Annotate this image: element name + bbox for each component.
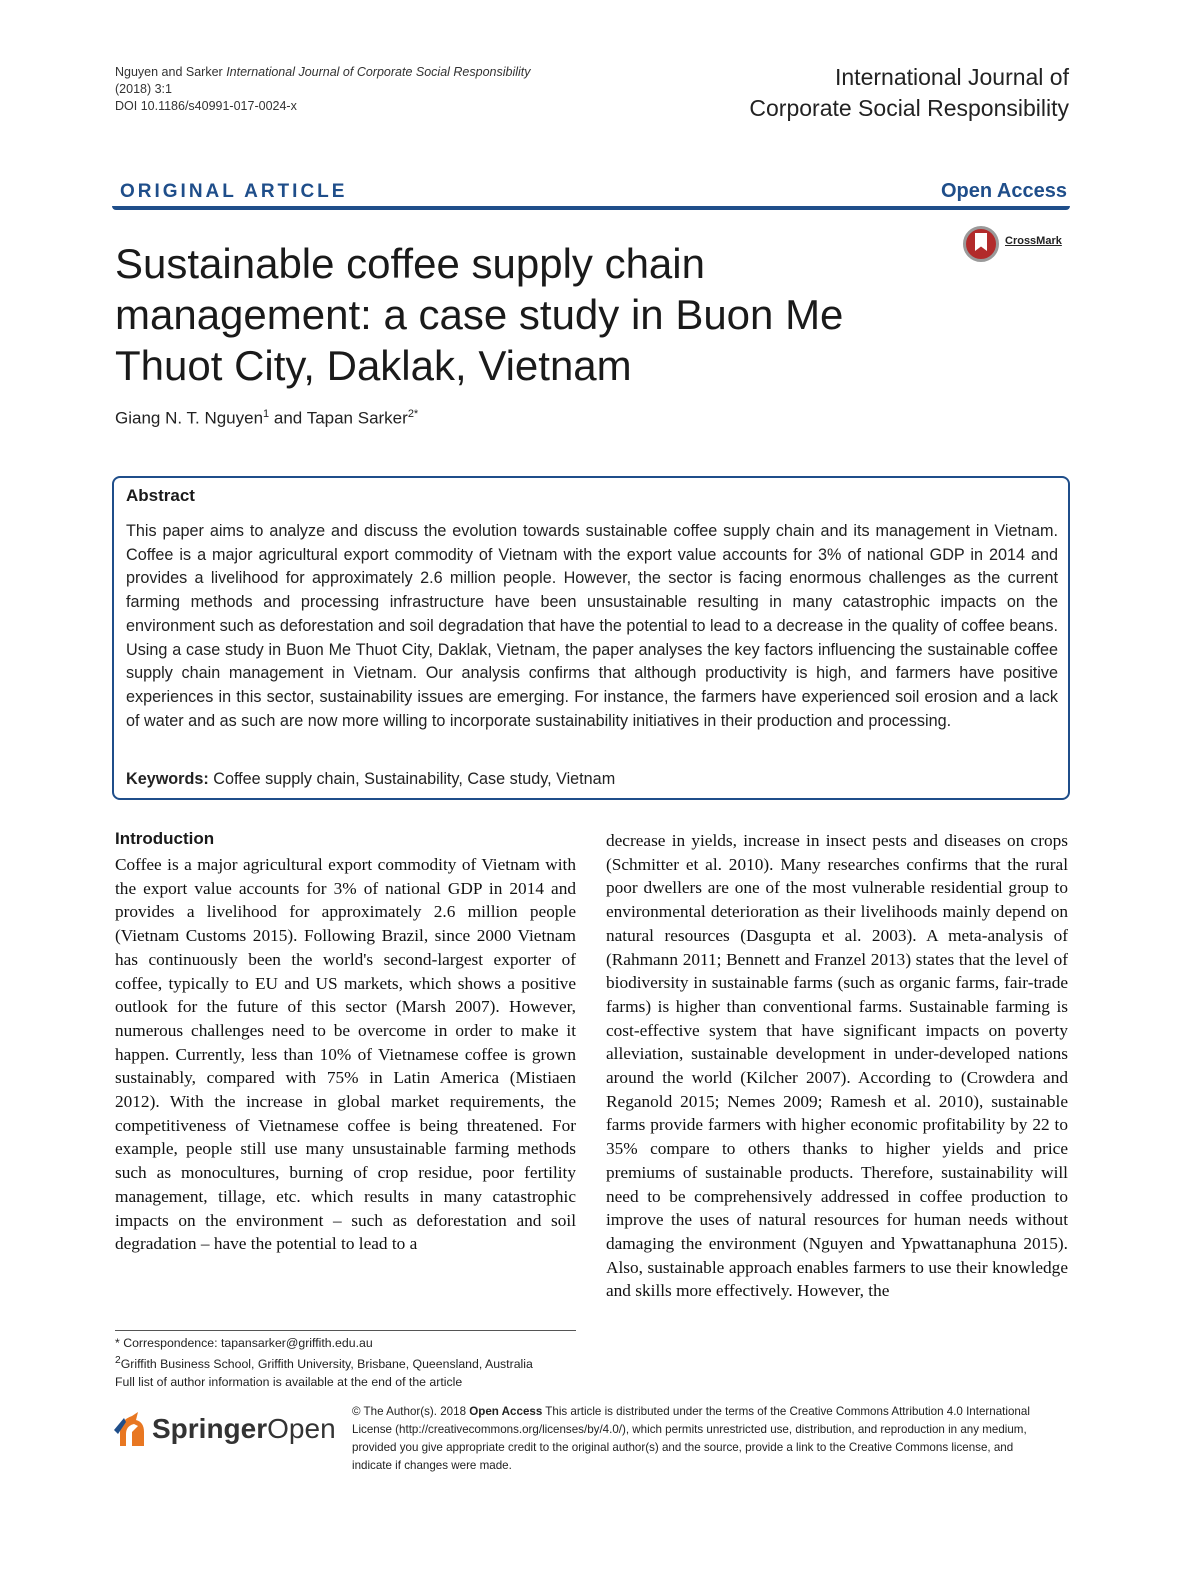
citation-authors: Nguyen and Sarker: [115, 65, 223, 79]
citation-doi[interactable]: DOI 10.1186/s40991-017-0024-x: [115, 99, 297, 113]
affiliation-marker: 2: [115, 1355, 121, 1366]
license-body: This article is distributed under the terms of the Creative Commons Attribution 4.0 International License (http://creativecommons.org/licenses/by/4.0/), which permits unrestricted use, distribution, and reproduction in any medium, provided you give appropriate credit to the original author(s) and the source, provide a link to the Creative Commons license, and indicate if changes were made.: [352, 1405, 1030, 1472]
author-info-note: Full list of author information is available at the end of the article: [115, 1375, 463, 1390]
paper-title: Sustainable coffee supply chain management: a case study in Buon Me Thuot City, Daklak, Vietnam: [115, 240, 844, 389]
springer-wordmark: SpringerOpen: [152, 1413, 336, 1444]
copyright-notice: © The Author(s). 2018: [352, 1405, 467, 1418]
keywords-label: Keywords:: [126, 770, 209, 788]
license-text: [352, 1403, 1042, 1475]
journal-name-line2: Corporate Social Responsibility: [749, 95, 1069, 121]
author-conjunction: and: [269, 408, 307, 428]
keywords: [126, 770, 615, 789]
banner-underline: [112, 206, 1070, 210]
author-list: [115, 408, 418, 429]
springer-horse-icon: [112, 1410, 150, 1450]
article-type-label: ORIGINAL ARTICLE: [120, 181, 348, 202]
abstract-heading: Abstract: [126, 486, 195, 505]
author-affiliation-marker: 1: [263, 408, 270, 420]
footnotes: [115, 1334, 585, 1391]
journal-name: [649, 62, 1069, 124]
open-access-label: Open Access: [941, 180, 1067, 202]
springer-open-logo[interactable]: [112, 1410, 342, 1450]
correspondence-note[interactable]: * Correspondence: tapansarker@griffith.edu.au: [115, 1336, 373, 1350]
author-affiliation-marker: 2*: [407, 408, 419, 420]
footnote-divider: [115, 1330, 576, 1331]
body-column-right: decrease in yields, increase in insect pests and diseases on crops (Schmitter et al. 2010). Many researches confirms that the rural poor dwellers are one of the most vulnerable residential group to environmental deterioration as their livelihoods mainly depend on natural resources (Dasgupta et al. 2003). A meta-analysis of (Rahmann 2011; Bennett and Franzel 2013) states that the level of biodiversity in sustainable farms (such as organic farms, fair-trade farms) is higher than conventional farms. Sustainable farming is cost-effective system that have significant impacts on poverty alleviation, sustainable development in under-developed nations around the world (Kilcher 2007). According to (Crowdera and Reganold 2015; Nemes 2009; Ramesh et al. 2010), sustainable farms provide farmers with higher economic profitability by 22 to 35% compare to others thanks to higher yields and price premiums of sustainable products. Therefore, sustainability will need to be comprehensively addressed in coffee production to improve the uses of natural resources for human needs without damaging the environment (Nguyen and Ypwattanaphuna 2015). Also, sustainable approach enables farmers to use their knowledge and skills more effectively. However, the: [606, 831, 1068, 1301]
abstract-text: This paper aims to analyze and discuss the evolution towards sustainable coffee supply chain and its management in Vietnam. Coffee is a major agricultural export commodity of Vietnam with the export value accounts for 3% of national GDP in 2014 and provides a livelihood for approximately 2.6 million people. However, the sector is facing enormous challenges as the current farming methods and processing infrastructure have been unsustainable resulting in many catastrophic impacts on the environment such as deforestation and soil degradation that have the potential to lead to a decrease in the quality of coffee beans. Using a case study in Buon Me Thuot City, Daklak, Vietnam, the paper analyses the key factors influencing the sustainable coffee supply chain management in Vietnam. Our analysis confirms that although productivity is high, and farmers have positive experiences in this sector, sustainability issues are emerging. For instance, the farmers have experienced soil erosion and a lack of water and as such are now more willing to incorporate sustainability initiatives in their production and processing.: [126, 522, 1059, 730]
section-heading-introduction: Introduction: [115, 829, 215, 848]
author-name[interactable]: Giang N. T. Nguyen: [115, 408, 264, 428]
citation-journal: International Journal of Corporate Social Responsibility: [226, 65, 531, 79]
citation-issue: (2018) 3:1: [115, 82, 172, 96]
author-name[interactable]: Tapan Sarker: [306, 408, 408, 428]
citation-line: [115, 64, 635, 115]
crossmark-button[interactable]: [963, 226, 1075, 266]
affiliation-note: $^2$Griffith Business School, Griffith University, Brisbane, Queensland, Australia: [115, 1355, 533, 1372]
keywords-list: Coffee supply chain, Sustainability, Case study, Vietnam: [208, 770, 616, 788]
body-column-left: Coffee is a major agricultural export commodity of Vietnam with the export value accounts for 3% of national GDP in 2014 and provides a livelihood for approximately 2.6 million people (Vietnam Customs 2015). Following Brazil, since 2000 Vietnam has continuously been the world's second-largest exporter of coffee, typically to EU and US markets, which shows a positive outlook for the future of this sector (Marsh 2007). However, numerous challenges need to be overcome in order to make it happen. Currently, less than 10% of Vietnamese coffee is grown sustainably, compared with 75% in Latin America (Mistiaen 2012). With the increase in global market requirements, the competitiveness of Vietnamese coffee is being threatened. For example, people still use many unsustainable farming methods such as monocultures, burning of crop residue, poor fertility management, tillage, etc. which results in many catastrophic impacts on the environment – such as deforestation and soil degradation – have the potential to lead to a: [115, 855, 576, 1254]
crossmark-label: CrossMark: [1005, 235, 1062, 247]
open-access-notice: Open Access: [466, 1405, 543, 1418]
journal-name-line1: International Journal of: [835, 64, 1069, 90]
